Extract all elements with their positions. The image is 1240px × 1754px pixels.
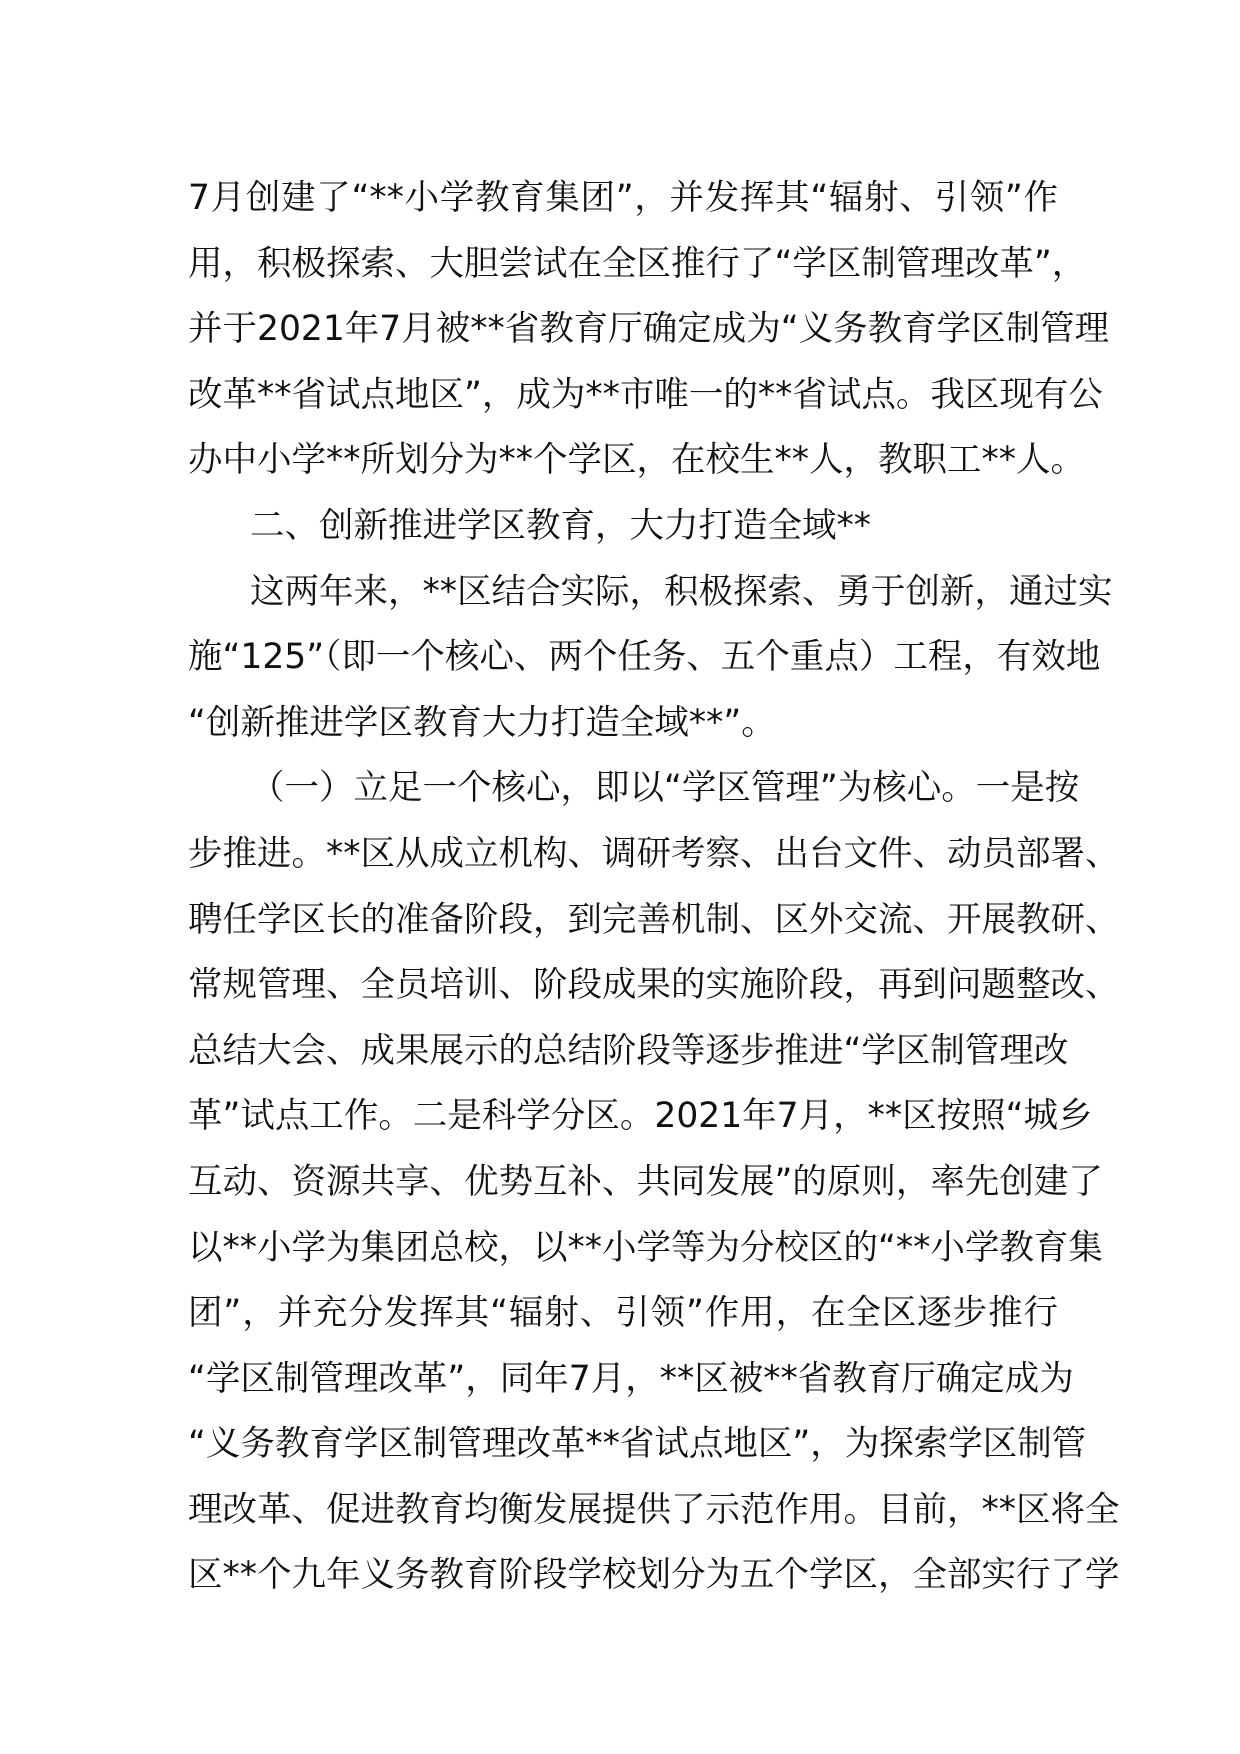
text-line: 这两年来，**区结合实际，积极探索、勇于创新，通过实 — [250, 571, 1113, 612]
text-line: 施“125”（即一个核心、两个任务、五个重点）工程，有效地 — [188, 637, 1101, 678]
text-line: 区**个九年义务教育阶段学校划分为五个学区，全部实行了学 — [188, 1555, 1120, 1596]
text-line: 团”，并充分发挥其“辐射、引领”作用，在全区逐步推行 — [188, 1293, 1058, 1334]
text-line: 并于2021年7月被**省教育厅确定成为“义务教育学区制管理 — [188, 309, 1110, 350]
text-line: “学区制管理改革”，同年7月，**区被**省教育厅确定成为 — [188, 1358, 1074, 1399]
text-line: （一）立足一个核心，即以“学区管理”为核心。一是按 — [250, 768, 1080, 809]
text-line: 理改革、促进教育均衡发展提供了示范作用。目前，**区将全 — [188, 1489, 1120, 1530]
document-body — [188, 166, 1120, 1609]
text-line: 用，积极探索、大胆尝试在全区推行了“学区制管理改革”， — [188, 243, 1087, 284]
text-line: 总结大会、成果展示的总结阶段等逐步推进“学区制管理改 — [188, 1030, 1069, 1071]
text-line: 步推进。**区从成立机构、调研考察、出台文件、动员部署、 — [188, 833, 1120, 874]
text-line: 以**小学为集团总校，以**小学等为分校区的“**小学教育集 — [188, 1227, 1103, 1268]
text-line: 革”试点工作。二是科学分区。2021年7月，**区按照“城乡 — [188, 1096, 1093, 1137]
text-line: 办中小学**所划分为**个学区，在校生**人，教职工**人。 — [188, 440, 1085, 481]
text-line: 二、创新推进学区教育，大力打造全域** — [250, 505, 871, 546]
text-line: 7月创建了“**小学教育集团”，并发挥其“辐射、引领”作 — [188, 178, 1058, 218]
text-line: 互动、资源共享、优势互补、共同发展”的原则，率先创建了 — [188, 1161, 1103, 1202]
text-line: 常规管理、全员培训、阶段成果的实施阶段，再到问题整改、 — [188, 965, 1120, 1006]
text-line: 改革**省试点地区”，成为**市唯一的**省试点。我区现有公 — [188, 374, 1103, 415]
text-line: 聘任学区长的准备阶段，到完善机制、区外交流、开展教研、 — [188, 899, 1120, 940]
text-line: “创新推进学区教育大力打造全域**”。 — [188, 702, 776, 743]
text-line: “义务教育学区制管理改革**省试点地区”，为探索学区制管 — [188, 1424, 1087, 1465]
